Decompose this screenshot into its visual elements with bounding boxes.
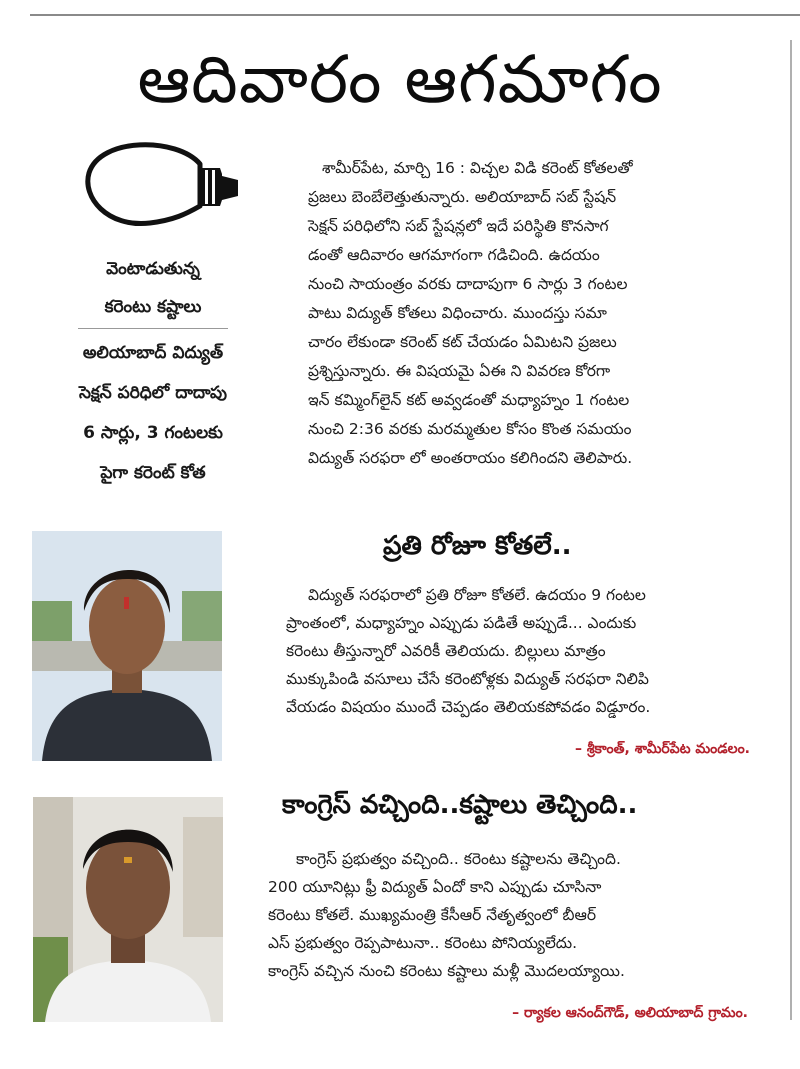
text-line: ప్రశ్నిస్తున్నారు. ఈ విషయమై ఏఈ ని వివరణ కోరగా [308,362,611,380]
quote1-body [286,581,650,721]
lead-paragraph [308,154,633,473]
deck-line: అలియాబాద్ విద్యుత్ [82,343,224,363]
portrait-illustration [33,797,223,1022]
right-column-rule [790,40,792,1020]
text-line: విద్యుత్ సరఫరా లో అంతరాయం కలిగిందని తెలిపారు. [308,449,633,467]
text-line: శామీర్‌పేట, మార్చి 16 : విచ్చల విడి కరెంట్ కోతలతో [322,159,633,177]
person-photo-srikanth [32,531,222,761]
text-line: పాటు విద్యుత్ కోతలు విధించారు. ముందస్తు సమా [308,304,607,322]
kicker-divider [78,328,228,329]
portrait-illustration [32,531,222,761]
text-line: కాంగ్రెస్ ప్రభుత్వం వచ్చింది.. కరెంటు కష్టాలను తెచ్చింది. [296,850,621,868]
quote1-byline: – శ్రీకాంత్, శామీర్‌పేట మండలం. [574,741,750,757]
text-line: చారం లేకుండా కరెంట్ కట్ చేయడం ఏమిటని ప్రజలు [308,333,617,351]
text-line: విద్యుత్ సరఫరాలో ప్రతి రోజూ కోతలే. ఉదయం 9 గంటల [308,586,646,604]
text-line: కరెంటు తీస్తున్నారో ఎవరికీ తెలియదు. బిల్లులు మాత్రం [286,642,606,660]
text-line: వేయడం విషయం ముందే చెప్పడం తెలియకపోవడం విడ్డూరం. [286,698,651,716]
deck-line: పైగా కరెంట్ కోత [100,463,206,483]
text-line: కాంగ్రెస్ వచ్చిన నుంచి కరెంటు కష్టాలు మళ్లీ మొదలయ్యాయి. [268,962,625,980]
text-line: డంతో ఆదివారం ఆగమాగంగా గడిచింది. ఉదయం [308,246,600,264]
text-line: ప్రాంతంలో, మధ్యాహ్నం ఎప్పుడు పడితే అప్పుడే... ఎందుకు [286,614,637,632]
text-line: నుంచి సాయంత్రం వరకు దాదాపుగా 6 సార్లు 3 గంటల [308,275,628,293]
quote2-byline: – ర్యాకల ఆనంద్‌గౌడ్, అలియాబాద్ గ్రామం. [512,1005,748,1021]
text-line: కరెంటు కోతలే. ముఖ్యమంత్రి కేసీఆర్ నేతృత్వంలో బీఆర్ [268,906,597,924]
quote1-title: ప్రతి రోజూ కోతలే.. [383,531,572,561]
deck-line: సెక్షన్ పరిధిలో దాదాపు [78,383,228,403]
headline: ఆదివారం ఆగమాగం [137,41,663,118]
text-line: 200 యూనిట్లు ఫ్రీ విద్యుత్ ఏందో కాని ఎప్పుడు చూసినా [268,878,602,896]
top-rule [30,14,800,16]
light-bulb-icon [82,140,252,235]
person-photo-anand-goud [33,797,223,1022]
text-line: నుంచి 2:36 వరకు మరమ్మతుల కోసం కొంత సమయం [308,420,632,438]
text-line: సెక్షన్ పరిధిలోని సబ్ స్టేషన్లలో ఇదే పరిస్థితి కొనసాగ [308,217,609,235]
text-line: ఇన్ కమ్మింగ్‌లైన్ కట్ అవ్వడంతో మధ్యాహ్నం 1 గంటల [308,391,630,409]
kicker-line: కరెంటు కష్టాలు [104,297,202,317]
text-line: ఎస్ ప్రభుత్వం రెప్పపాటునా.. కరెంటు పోనియ్యలేదు. [268,934,578,952]
deck-line: 6 సార్లు, 3 గంటలకు [83,423,223,443]
text-line: ముక్కుపిండి వసూలు చేసే కరెంటోళ్లకు విద్యుత్ సరఫరా నిలిపి [286,670,649,688]
side-deck [28,250,278,493]
quote2-title: కాంగ్రెస్ వచ్చింది..కష్టాలు తెచ్చింది.. [282,790,638,820]
quote2-body [268,845,625,985]
text-line: ప్రజలు బెంబేలెత్తుతున్నారు. అలియాబాద్ సబ్ స్టేషన్ [308,188,617,206]
kicker-line: వెంటాడుతున్న [106,259,200,279]
